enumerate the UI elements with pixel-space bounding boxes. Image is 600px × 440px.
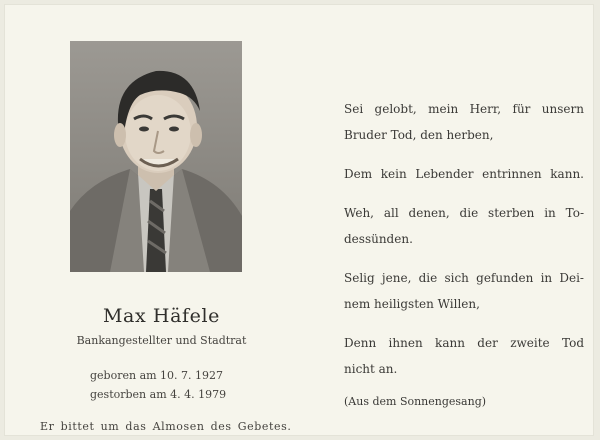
poem [344, 96, 584, 413]
poem-line: Selig jene, die sich gefunden in Dei- [344, 271, 584, 285]
closing-line: Er bittet um das Almosen des Gebetes. [40, 420, 292, 433]
poem-line: nem heiligsten Willen, [344, 297, 480, 311]
poem-stanza [344, 161, 584, 187]
poem-line: dessünden. [344, 232, 413, 246]
poem-line: Bruder Tod, den herben, [344, 128, 494, 142]
deceased-name: Max Häfele [102, 305, 221, 327]
occupation: Bankangestellter und Stadtrat [76, 334, 247, 347]
death-date: gestorben am 4. 4. 1979 [90, 388, 227, 401]
poem-line: Dem kein Lebender entrinnen kann. [344, 167, 584, 181]
life-dates [90, 366, 226, 404]
memorial-card [4, 4, 594, 436]
birth-date: geboren am 10. 7. 1927 [90, 369, 224, 382]
poem-line: nicht an. [344, 362, 398, 376]
poem-stanza [344, 265, 584, 317]
poem-line: Sei gelobt, mein Herr, für unsern [344, 102, 584, 116]
poem-line: Weh, all denen, die sterben in To- [344, 206, 584, 220]
poem-stanza [344, 200, 584, 252]
poem-stanza [344, 96, 584, 148]
poem-stanza [344, 330, 584, 382]
poem-line: Denn ihnen kann der zweite Tod [344, 336, 584, 350]
portrait-photo [70, 41, 242, 272]
poem-source: (Aus dem Sonnengesang) [344, 395, 487, 408]
